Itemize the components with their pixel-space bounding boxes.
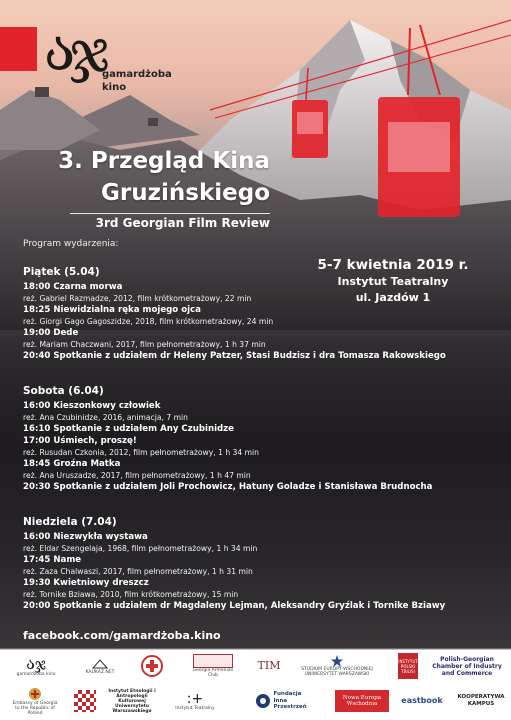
schedule-credit: reż. Mariam Chaczwani, 2017, film pełnometrażowy, 1 h 37 min <box>23 340 266 349</box>
schedule-event: 19:00 Dede <box>23 328 79 338</box>
sponsor-label: eastbook <box>401 696 443 705</box>
sponsor-embassy-of-georgia <box>12 686 58 716</box>
coat-of-arms-icon <box>28 687 42 701</box>
cross-emblem-icon <box>141 655 163 677</box>
pattern-logo-icon <box>74 690 96 712</box>
title-divider <box>70 213 270 214</box>
sponsor-instytut-teatralny <box>168 686 222 716</box>
sponsor-label: gamardżoba kino <box>16 671 56 677</box>
schedule-event: 19:30 Kwietniowy dreszcz <box>23 578 149 588</box>
day-heading: Niedziela (7.04) <box>23 516 117 528</box>
sponsor-label: INSTYTUT POLSKI TBILISI <box>398 653 418 679</box>
red-accent-square <box>0 27 37 71</box>
schedule-credit: reż. Ana Uruszadze, 2017, film pełnometrażowy, 1 h 47 min <box>23 471 251 480</box>
sponsor-label: Embassy of Georgia to the Republic of Poland <box>12 700 58 716</box>
sponsor-red-cross-emblem <box>138 654 166 678</box>
sponsor-label: Fundacja Inna Przestrzeń <box>273 691 307 711</box>
sponsor-pattern-emblem <box>70 686 100 716</box>
sponsor-label: STUDIUM EUROPY WSCHODNIEJ UNIWERSYTET WARSZAWSKI <box>301 667 373 677</box>
day-heading: Piątek (5.04) <box>23 266 100 278</box>
sponsor-fundacja-inna-przestrzen <box>252 686 314 716</box>
sponsor-kooperatywa-kampus <box>458 686 504 716</box>
schedule-credit: reż. Gabriel Razmadze, 2012, film krótkometrażowy, 22 min <box>23 294 252 303</box>
day-friday <box>23 265 503 362</box>
sponsor-georgia-armenian-club <box>192 654 234 678</box>
venue-name: Instytut Teatralny <box>337 275 449 288</box>
sponsor-nowa-europa-wschodnia <box>334 688 390 714</box>
facebook-link[interactable]: facebook.com/gamardżoba.kino <box>23 629 221 642</box>
schedule-credit: reż. Giorgi Gago Gagoszidze, 2018, film krótkometrażowy, 24 min <box>23 317 274 326</box>
schedule-event: 20:30 Spotkanie z udziałem Joli Prochowicz, Hatuny Goladze i Stanisława Brudnocha <box>23 482 433 492</box>
kaukaz-bird-icon <box>92 658 108 670</box>
sponsor-label: KAUKAZ.NET <box>85 669 115 675</box>
sponsor-footer <box>0 650 511 720</box>
schedule-event: 20:40 Spotkanie z udziałem dr Heleny Patzer, Stasi Budzisz i dra Tomasza Rakowskiego <box>23 351 446 361</box>
sponsor-label: KOOPERATYWA KAMPUS <box>457 694 505 707</box>
schedule-event: 17:00 Uśmiech, proszę! <box>23 436 137 446</box>
sponsor-polish-georgian-chamber <box>430 654 504 678</box>
program-label: Program wydarzenia: <box>23 239 119 249</box>
title-line-2: Gruzińskiego <box>101 180 270 206</box>
logo-mark: აჯ <box>44 16 103 84</box>
star-icon <box>331 655 343 667</box>
day-heading: Sobota (6.04) <box>23 385 104 397</box>
logo-wordmark <box>102 68 172 94</box>
sponsor-label: Georgia Armenian Club <box>192 668 234 678</box>
sponsor-instytut-polski-tbilisi <box>394 652 422 680</box>
theatre-plus-icon: :+ <box>186 690 204 707</box>
sponsor-label: Polish-Georgian Chamber of Industry and Commerce <box>432 655 502 677</box>
gamardzoba-kino-logo <box>44 16 172 93</box>
schedule-event: 18:00 Czarna morwa <box>23 282 123 292</box>
sponsor-gamardzoba-kino <box>12 654 60 678</box>
schedule-event: 18:25 Niewidzialna ręka mojego ojca <box>23 305 201 315</box>
logo-line-1: gamardżoba <box>102 69 172 80</box>
gamardzoba-logo-icon: აჯ <box>26 653 46 673</box>
schedule-credit: reż. Rusudan Czkonia, 2012, film pełnometrażowy, 1 h 34 min <box>23 448 259 457</box>
sponsor-tim <box>254 654 284 678</box>
poster-title <box>20 145 270 209</box>
sponsor-label: TIM <box>257 659 281 672</box>
sponsor-kaukaz-net <box>78 654 122 678</box>
sponsor-label: Nowa Europa Wschodnia <box>335 690 389 712</box>
day-sunday <box>23 515 503 612</box>
sponsor-label: Instytut Teatralny <box>175 705 215 711</box>
title-line-1: 3. Przegląd Kina <box>58 148 270 174</box>
schedule-credit: reż. Tornike Bziawa, 2010, film krótkometrażowy, 15 min <box>23 590 239 599</box>
schedule-event: 18:45 Groźna Matka <box>23 459 121 469</box>
event-dates: 5-7 kwietnia 2019 r. <box>317 257 469 273</box>
schedule-event: 16:00 Niezwykła wystawa <box>23 532 148 542</box>
logo-line-2: kino <box>102 82 127 93</box>
poster-subtitle: 3rd Georgian Film Review <box>95 216 270 230</box>
club-badge-icon <box>193 654 233 668</box>
venue-address: ul. Jazdów 1 <box>355 291 431 304</box>
sponsor-label: Instytut Etnologii i Antropologii Kulturowej Uniwersytetu Warszawskiego <box>108 688 156 714</box>
schedule-event: 16:10 Spotkanie z udziałem Any Czubinidze <box>23 424 235 434</box>
schedule-event: 16:00 Kieszonkowy człowiek <box>23 401 161 411</box>
schedule-event: 20:00 Spotkanie z udziałem dr Magdaleny Lejman, Aleksandry Gryźlak i Tornike Bziawy <box>23 601 446 611</box>
schedule-credit: reż. Zaza Chalwaszi, 2017, film pełnometrażowy, 1 h 31 min <box>23 567 253 576</box>
sponsor-instytut-etnologii <box>104 686 160 716</box>
sponsor-studium-europy-wschodniej <box>298 654 376 678</box>
schedule-credit: reż. Ana Czubinidze, 2016, animacja, 7 min <box>23 413 188 422</box>
schedule-event: 17:45 Name <box>23 555 82 565</box>
schedule-credit: reż. Eldar Szengelaja, 1968, film pełnometrażowy, 1 h 34 min <box>23 544 258 553</box>
fundacja-logo-icon <box>255 693 271 709</box>
sponsor-eastbook <box>398 686 446 716</box>
day-saturday <box>23 384 503 493</box>
